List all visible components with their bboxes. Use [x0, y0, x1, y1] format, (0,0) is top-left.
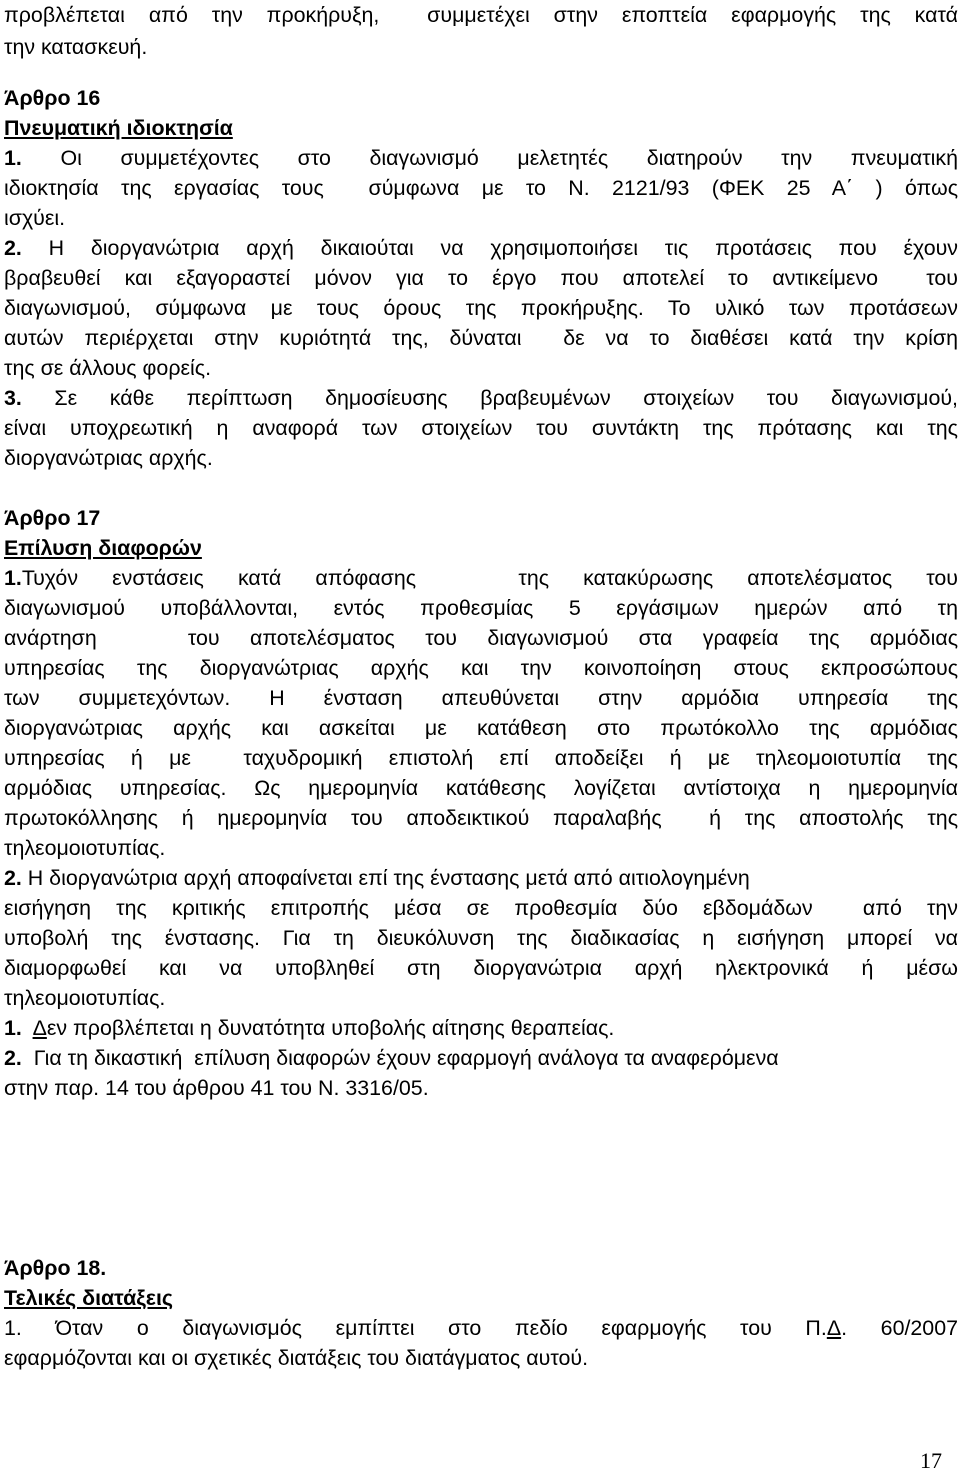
- text-line: τηλεομοιοτυπίας.: [4, 986, 166, 1010]
- article-16-title: Πνευματική ιδιοκτησία: [4, 116, 233, 140]
- text-line: πρωτοκόλλησης ή ημερομηνία του αποδεικτικού παραλαβής ή της αποστολής της: [4, 806, 958, 830]
- text-line: της σε άλλους φορείς.: [4, 356, 212, 380]
- text-line: διοργανώτριας αρχής και ασκείται με κατάθεση στο πρωτόκολλο της αρμόδιας: [4, 716, 958, 740]
- text-line: υπηρεσίας της διοργανώτριας αρχής και την κοινοποίηση στους εκπροσώπους: [4, 656, 958, 680]
- text-line: είναι υποχρεωτική η αναφορά των στοιχείων του συντάκτη της πρότασης και της: [4, 416, 958, 440]
- page-number: 17: [920, 1448, 942, 1473]
- text-line: υπηρεσίας ή με ταχυδρομική επιστολή επί αποδείξει ή με τηλεομοιοτυπία της: [4, 746, 958, 770]
- article-17-title: Επίλυση διαφορών: [4, 536, 202, 560]
- text-line: 2. Η διοργανώτρια αρχή δικαιούται να χρησιμοποιήσει τις προτάσεις που έχουν: [4, 236, 958, 260]
- text-line: προβλέπεται από την προκήρυξη, συμμετέχει στην εποπτεία εφαρμογής της κατά: [4, 3, 958, 27]
- text-line: 1. Οι συμμετέχοντες στο διαγωνισμό μελετητές διατηρούν την πνευματική: [4, 146, 958, 170]
- text-line: την κατασκευή.: [4, 35, 148, 59]
- text-line: βραβευθεί και εξαγοραστεί μόνον για το έργο που αποτελεί το αντικείμενο του: [4, 266, 958, 290]
- text-line: 1.Τυχόν ενστάσεις κατά απόφασης της κατακύρωσης αποτελέσματος του: [4, 566, 958, 590]
- article-16-heading: Άρθρο 16: [4, 86, 101, 110]
- text-line: στην παρ. 14 του άρθρου 41 του Ν. 3316/05.: [4, 1076, 429, 1100]
- article-18-heading: Άρθρο 18.: [4, 1256, 107, 1280]
- text-line: τηλεομοιοτυπίας.: [4, 836, 166, 860]
- text-line: αρμόδιας υπηρεσίας. Ως ημερομηνία κατάθεσης λογίζεται αντίστοιχα η ημερομηνία: [4, 776, 958, 800]
- article-17-heading: Άρθρο 17: [4, 506, 101, 530]
- text-line: διαγωνισμού, σύμφωνα με τους όρους της προκήρυξης. Το υλικό των προτάσεων: [4, 296, 958, 320]
- text-line: 1. Όταν ο διαγωνισμός εμπίπτει στο πεδίο εφαρμογής του Π.Δ. 60/2007: [4, 1316, 958, 1340]
- text-line: ανάρτηση του αποτελέσματος του διαγωνισμού στα γραφεία της αρμόδιας: [4, 626, 958, 650]
- text-line: υποβολή της ένστασης. Για τη διευκόλυνση της διαδικασίας η εισήγηση μπορεί να: [4, 926, 958, 950]
- text-line: 3. Σε κάθε περίπτωση δημοσίευσης βραβευμένων στοιχείων του διαγωνισμού,: [4, 386, 958, 410]
- text-line: διαγωνισμού υποβάλλονται, εντός προθεσμίας 5 εργάσιμων ημερών από τη: [4, 596, 958, 620]
- text-line: διοργανώτριας αρχής.: [4, 446, 213, 470]
- text-line: 1. Δεν προβλέπεται η δυνατότητα υποβολής αίτησης θεραπείας.: [4, 1016, 615, 1040]
- text-line: 2. Για τη δικαστική επίλυση διαφορών έχουν εφαρμογή ανάλογα τα αναφερόμενα: [4, 1046, 779, 1070]
- text-line: διαμορφωθεί και να υποβληθεί στη διοργανώτρια αρχή ηλεκτρονικά ή μέσω: [4, 956, 958, 980]
- text-line: 2. Η διοργανώτρια αρχή αποφαίνεται επί της ένστασης μετά από αιτιολογημένη: [4, 866, 750, 890]
- article-18-title: Τελικές διατάξεις: [4, 1286, 174, 1310]
- text-line: των συμμετεχόντων. Η ένσταση απευθύνεται στην αρμόδια υπηρεσία της: [4, 686, 958, 710]
- text-line: ιδιοκτησία της εργασίας τους σύμφωνα με το Ν. 2121/93 (ΦΕΚ 25 Α΄ ) όπως: [4, 176, 958, 200]
- text-line: εισήγηση της κριτικής επιτροπής μέσα σε προθεσμία δύο εβδομάδων από την: [4, 896, 958, 920]
- text-line: αυτών περιέρχεται στην κυριότητά της, δύναται δε να το διαθέσει κατά την κρίση: [4, 326, 958, 350]
- text-line: εφαρμόζονται και οι σχετικές διατάξεις του διατάγματος αυτού.: [4, 1346, 589, 1370]
- text-line: ισχύει.: [4, 206, 66, 230]
